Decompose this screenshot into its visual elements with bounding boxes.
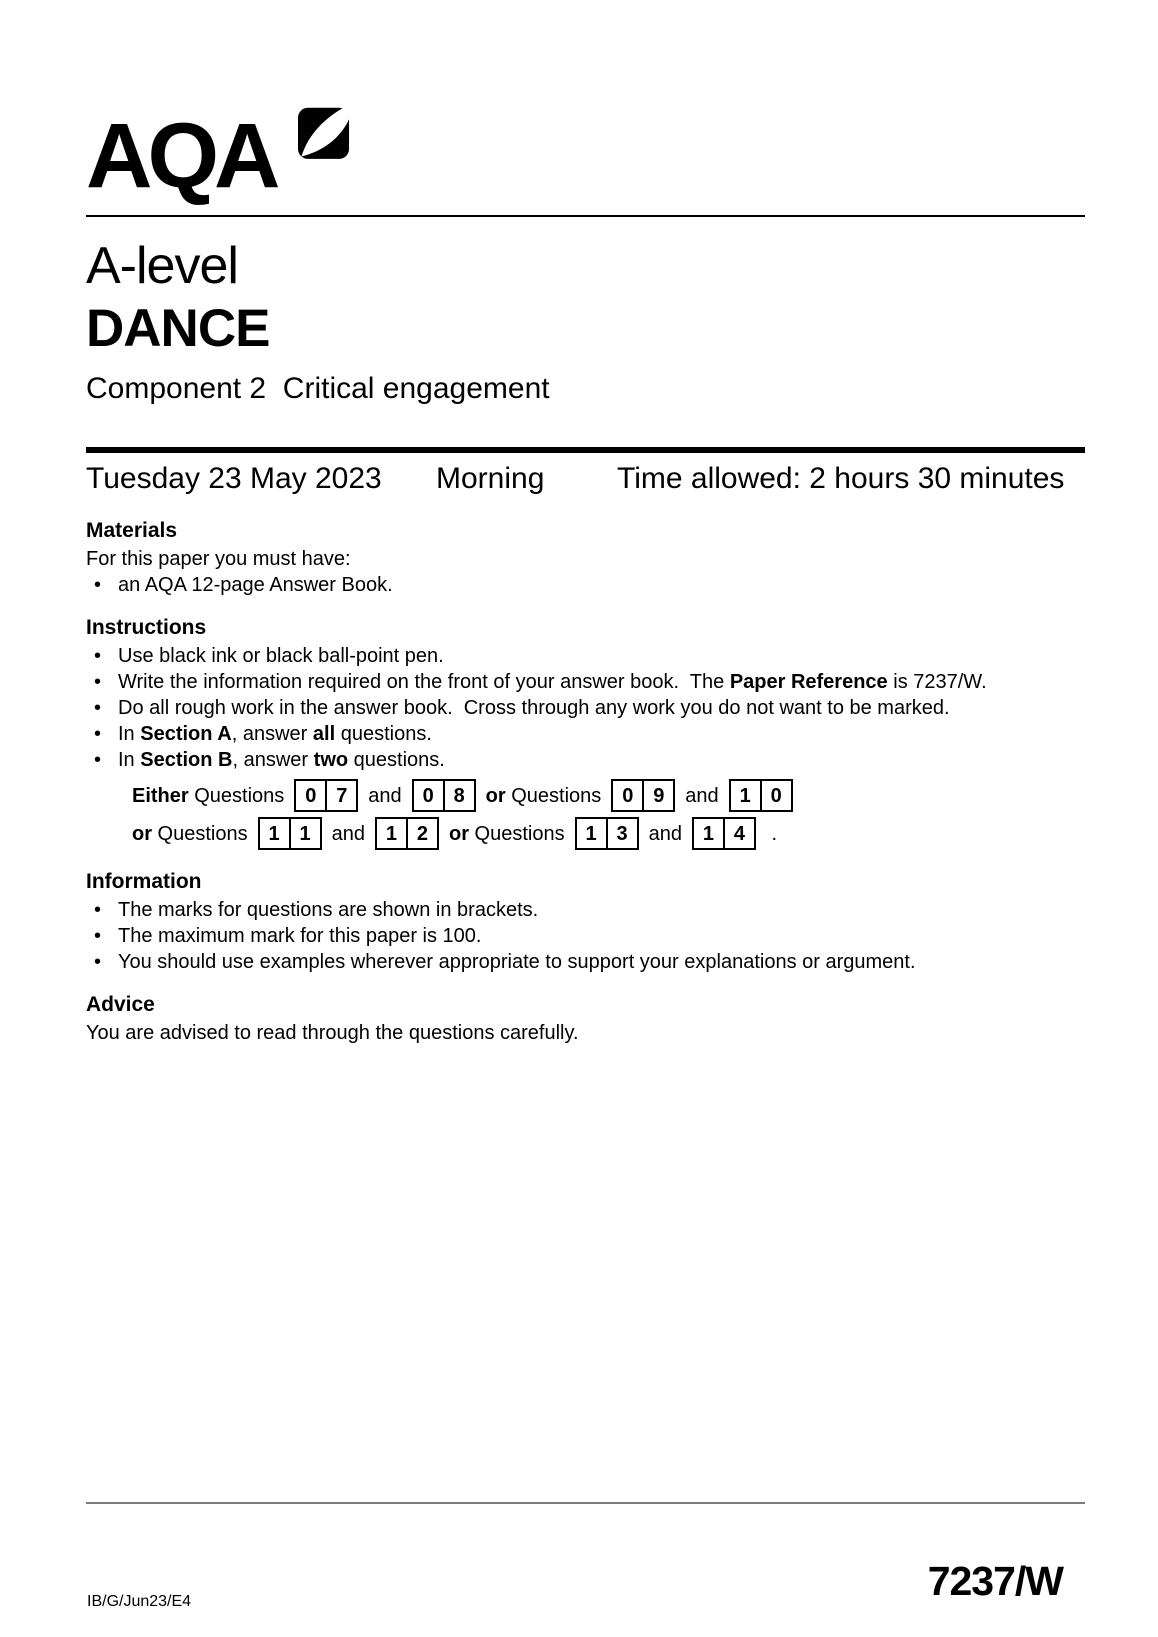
question-digit-cell: 9 — [642, 781, 673, 810]
text-segment: Use black ink or black ball-point pen. — [118, 645, 444, 667]
aqa-logo-text: AQA — [86, 105, 276, 207]
question-number-box — [258, 817, 322, 850]
question-digit-cell: 1 — [702, 822, 715, 845]
text-segment: In — [118, 749, 141, 771]
question-choice-rows — [86, 777, 1085, 852]
question-number-box — [412, 779, 476, 812]
text-segment: questions. — [335, 723, 432, 745]
question-digit-cell: 2 — [406, 819, 437, 848]
instruction-bullet — [86, 669, 1085, 695]
question-digit-cell: 0 — [622, 784, 634, 807]
question-row-text: or — [485, 784, 506, 807]
question-number-box — [692, 817, 756, 850]
information-bullet: • The maximum mark for this paper is 100. — [86, 923, 1085, 949]
question-digit-cell: 1 — [289, 819, 320, 848]
qualification-title: A-level — [86, 237, 238, 295]
question-digit-cell: 0 — [760, 781, 791, 810]
question-row-text: and — [331, 822, 365, 845]
advice-text: You are advised to read through the questions carefully. — [86, 1022, 579, 1044]
text-segment: is 7237/W. — [887, 671, 987, 693]
exam-session-row — [86, 462, 1085, 496]
exam-session: Morning — [436, 462, 545, 495]
question-digit-cell: 1 — [268, 822, 280, 845]
text-segment: Section A — [140, 723, 232, 745]
information-bullet: • The marks for questions are shown in brackets. — [86, 897, 1085, 923]
question-row-text: or — [448, 822, 469, 845]
question-row-text: and — [648, 822, 682, 845]
footer-code: IB/G/Jun23/E4 — [87, 1593, 192, 1610]
component-line: Component 2 Critical engagement — [86, 372, 550, 405]
title-rule — [86, 447, 1085, 453]
advice-heading: Advice — [86, 993, 155, 1016]
question-row-text: Questions — [505, 784, 602, 807]
exam-date: Tuesday 23 May 2023 — [86, 462, 382, 495]
text-segment: , answer — [231, 723, 313, 745]
information-bullet: • You should use examples wherever appropriate to support your explanations or argument. — [86, 949, 1085, 975]
text-segment: two — [313, 749, 349, 771]
question-digit-cell: 8 — [443, 781, 474, 810]
instruction-bullet — [86, 747, 1085, 773]
instructions-section — [86, 615, 1085, 852]
question-number-box — [611, 779, 675, 812]
question-digit-cell: 4 — [723, 819, 754, 848]
footer-rule — [86, 1502, 1085, 1504]
question-choice-row — [132, 777, 1085, 814]
text-segment: Section B — [140, 749, 233, 771]
text-segment: Paper Reference — [729, 671, 888, 693]
aqa-logo — [86, 100, 416, 207]
information-section — [86, 869, 1085, 975]
question-choice-row — [132, 815, 1085, 852]
question-row-text: Questions — [188, 784, 285, 807]
instruction-bullet — [86, 721, 1085, 747]
question-row-text: or — [132, 822, 152, 845]
information-list — [86, 897, 1085, 975]
text-segment: Write the information required on the front of your answer book. The — [118, 671, 730, 693]
instructions-heading: Instructions — [86, 616, 207, 639]
text-segment: Do all rough work in the answer book. Cross through any work you do not want to be marked. — [118, 697, 950, 719]
question-digit-cell: 1 — [585, 822, 597, 845]
materials-intro: For this paper you must have: — [86, 548, 351, 570]
instruction-bullet — [86, 695, 1085, 721]
instructions-list — [86, 643, 1085, 773]
materials-item: • an AQA 12-page Answer Book. — [86, 572, 1085, 598]
question-digit-cell: 1 — [385, 822, 398, 845]
text-segment: , answer — [232, 749, 314, 771]
question-row-text: Questions — [468, 822, 565, 845]
question-number-box — [294, 779, 358, 812]
materials-list — [86, 572, 1085, 598]
question-row-text: and — [685, 784, 719, 807]
paper-reference: 7237/W — [927, 1558, 1063, 1604]
question-row-text: and — [368, 784, 402, 807]
question-number-box — [729, 779, 793, 812]
question-row-text: Questions — [152, 822, 248, 845]
question-row-text: Either — [132, 784, 189, 807]
information-heading: Information — [86, 870, 202, 893]
text-segment: questions. — [348, 749, 445, 771]
time-allowed: Time allowed: 2 hours 30 minutes — [617, 462, 1065, 495]
subject-title: DANCE — [86, 299, 270, 358]
text-segment: In — [118, 723, 141, 745]
question-digit-cell: 1 — [739, 784, 751, 807]
materials-heading: Materials — [86, 519, 178, 542]
header-rule — [86, 215, 1085, 217]
question-digit-cell: 7 — [325, 781, 356, 810]
text-segment: all — [312, 723, 336, 745]
question-number-box — [575, 817, 639, 850]
question-digit-cell: 0 — [305, 784, 317, 807]
advice-section — [86, 992, 1085, 1046]
question-digit-cell: 3 — [606, 819, 637, 848]
instruction-bullet — [86, 643, 1085, 669]
question-row-text: . — [765, 822, 778, 845]
question-digit-cell: 0 — [422, 784, 434, 807]
aqa-leaf-icon — [298, 102, 356, 160]
cover-body — [86, 518, 1085, 1063]
question-number-box — [375, 817, 439, 850]
materials-section — [86, 518, 1085, 598]
